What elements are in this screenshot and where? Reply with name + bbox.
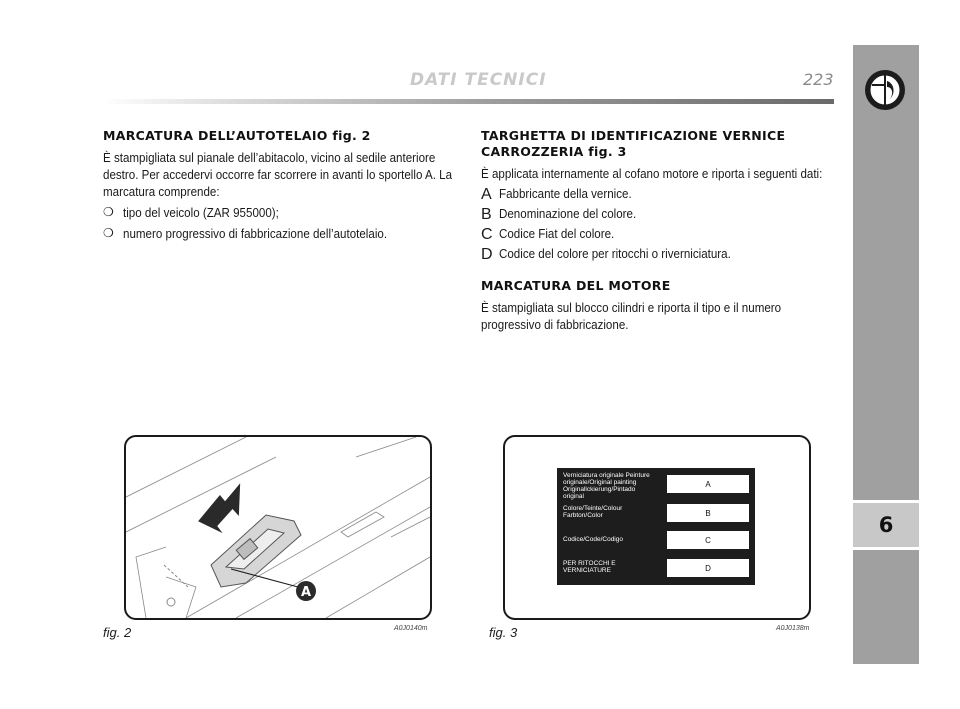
list-item <box>481 186 833 203</box>
figure-3 <box>503 435 811 620</box>
list-item <box>103 226 463 243</box>
list-item-text: tipo del veicolo (ZAR 955000); <box>123 206 279 220</box>
list-item <box>481 246 833 263</box>
item-letter: D <box>481 246 493 263</box>
left-column <box>103 128 463 243</box>
header-rule <box>100 99 834 104</box>
bullet-icon: ❍ <box>103 205 114 219</box>
plate-box-c: C <box>667 531 749 549</box>
callout-a-label: A <box>300 585 312 600</box>
item-text: Denominazione del colore. <box>499 207 637 221</box>
right-column <box>481 128 833 334</box>
figure-2-code: A0J0140m <box>394 625 428 632</box>
plate-row-retouch: PER RITOCCHI E VERNICIATURE <box>563 560 616 574</box>
plate-box-a: A <box>667 475 749 493</box>
figure-3-code: A0J0138m <box>776 625 810 632</box>
bullet-icon: ❍ <box>103 226 114 240</box>
chapter-sidebar <box>853 45 919 664</box>
chassis-illustration <box>126 437 430 618</box>
chapter-tab[interactable]: 6 <box>853 500 919 550</box>
item-text: Fabbricante della vernice. <box>499 187 632 201</box>
plate-box-d: D <box>667 559 749 577</box>
page-number: 223 <box>803 70 834 89</box>
figure-3-caption: fig. 3 <box>489 625 518 640</box>
item-letter: A <box>481 186 492 203</box>
plate-row-code: Codice/Code/Codigo <box>563 536 623 543</box>
paint-identification-plate <box>557 468 755 585</box>
alfa-romeo-logo-icon <box>864 69 906 111</box>
list-item <box>481 226 833 243</box>
list-item-text: numero progressivo di fabbricazione dell’autotelaio. <box>123 227 388 241</box>
plate-row-manufacturer: Verniciatura originale Peinture originale/Original painting Originallckierung/Pintado original <box>563 472 650 500</box>
paint-plate-paragraph: È applicata internamente al cofano motore e riporta i seguenti dati: <box>481 167 823 181</box>
item-letter: B <box>481 206 492 223</box>
engine-marking-heading: MARCATURA DEL MOTORE <box>481 278 671 293</box>
plate-row-colour: Colore/Teinte/Colour Farbton/Color <box>563 505 623 519</box>
item-letter: C <box>481 226 493 243</box>
figure-2-caption: fig. 2 <box>103 625 132 640</box>
list-item <box>481 206 833 223</box>
figure-2 <box>124 435 432 620</box>
chassis-marking-heading: MARCATURA DELL’AUTOTELAIO fig. 2 <box>103 128 371 143</box>
item-text: Codice Fiat del colore. <box>499 227 615 241</box>
plate-box-b: B <box>667 504 749 522</box>
engine-marking-paragraph: È stampigliata sul blocco cilindri e riporta il tipo e il numero progressivo di fabbricazione. <box>481 301 782 332</box>
item-text: Codice del colore per ritocchi o riverniciatura. <box>499 247 731 261</box>
paint-plate-heading: TARGHETTA DI IDENTIFICAZIONE VERNICE CARROZZERIA fig. 3 <box>481 128 786 159</box>
list-item <box>103 205 463 222</box>
chassis-marking-paragraph: È stampigliata sul pianale dell’abitacolo, vicino al sedile anteriore destro. Per accedervi occorre far scorrere in avanti lo sportello A. La marcatura comprende: <box>103 151 453 199</box>
section-title: DATI TECNICI <box>410 70 547 90</box>
